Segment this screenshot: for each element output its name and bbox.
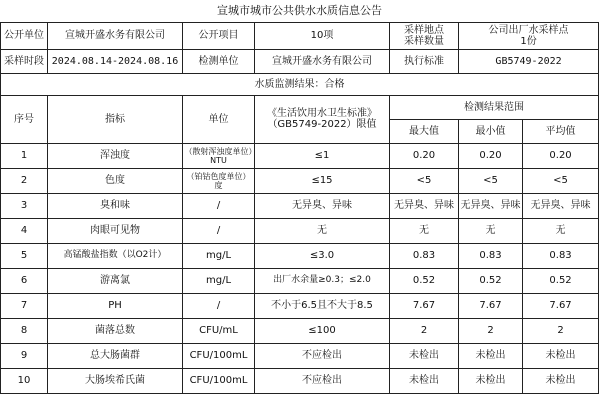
- value-publisher[interactable]: 宣城开盛水务有限公司: [48, 22, 183, 49]
- row-avg[interactable]: <5: [523, 168, 599, 193]
- row-indicator[interactable]: 色度: [48, 168, 183, 193]
- row-indicator[interactable]: 游离氯: [48, 268, 183, 293]
- value-sampling-period[interactable]: 2024.08.14-2024.08.16: [48, 49, 183, 73]
- title-row: [1, 0, 599, 22]
- row-min[interactable]: 2: [459, 318, 523, 343]
- row-max[interactable]: 0.83: [390, 243, 459, 268]
- value-project[interactable]: 10项: [255, 22, 390, 49]
- header-unit[interactable]: 单位: [183, 95, 255, 143]
- label-standard[interactable]: 执行标准: [390, 49, 459, 73]
- row-indicator[interactable]: 浑浊度: [48, 143, 183, 168]
- row-avg[interactable]: 未检出: [523, 343, 599, 368]
- row-unit[interactable]: CFU/100mL: [183, 343, 255, 368]
- row-min[interactable]: 0.20: [459, 143, 523, 168]
- row-max[interactable]: 0.20: [390, 143, 459, 168]
- table-row: [1, 218, 599, 243]
- value-standard[interactable]: GB5749-2022: [459, 49, 599, 73]
- table-row: [1, 343, 599, 368]
- row-no[interactable]: 8: [1, 318, 48, 343]
- row-unit[interactable]: CFU/100mL: [183, 368, 255, 393]
- info-row-1: [1, 22, 599, 49]
- row-unit[interactable]: mg/L: [183, 243, 255, 268]
- row-no[interactable]: 4: [1, 218, 48, 243]
- header-no[interactable]: 序号: [1, 95, 48, 143]
- row-min[interactable]: 未检出: [459, 343, 523, 368]
- row-unit[interactable]: （散射浑浊度单位）NTU: [183, 143, 255, 168]
- row-no[interactable]: 1: [1, 143, 48, 168]
- row-no[interactable]: 10: [1, 368, 48, 393]
- row-unit[interactable]: /: [183, 218, 255, 243]
- row-avg[interactable]: 0.83: [523, 243, 599, 268]
- row-indicator[interactable]: 高锰酸盐指数（以O2计）: [48, 243, 183, 268]
- row-min[interactable]: 7.67: [459, 293, 523, 318]
- row-limit[interactable]: 不小于6.5且不大于8.5: [255, 293, 390, 318]
- row-limit[interactable]: 不应检出: [255, 368, 390, 393]
- row-limit[interactable]: ≤1: [255, 143, 390, 168]
- page-title[interactable]: 宣城市城市公共供水水质信息公告: [217, 4, 383, 18]
- row-limit[interactable]: 出厂水余量≥0.3；≤2.0: [255, 268, 390, 293]
- row-no[interactable]: 2: [1, 168, 48, 193]
- table-row: [1, 368, 599, 393]
- row-no[interactable]: 7: [1, 293, 48, 318]
- info-row-2: [1, 49, 599, 73]
- row-max[interactable]: 无异臭、异味: [390, 193, 459, 218]
- row-avg[interactable]: 未检出: [523, 368, 599, 393]
- row-max[interactable]: <5: [390, 168, 459, 193]
- row-avg[interactable]: 0.52: [523, 268, 599, 293]
- row-unit[interactable]: mg/L: [183, 268, 255, 293]
- table-row: [1, 193, 599, 218]
- row-max[interactable]: 2: [390, 318, 459, 343]
- row-unit[interactable]: （铂钴色度单位）度: [183, 168, 255, 193]
- row-min[interactable]: 无异臭、异味: [459, 193, 523, 218]
- header-max[interactable]: 最大值: [390, 119, 459, 143]
- header-indicator[interactable]: 指标: [48, 95, 183, 143]
- header-avg[interactable]: 平均值: [523, 119, 599, 143]
- row-no[interactable]: 5: [1, 243, 48, 268]
- row-unit[interactable]: /: [183, 293, 255, 318]
- row-indicator[interactable]: 菌落总数: [48, 318, 183, 343]
- header-min[interactable]: 最小值: [459, 119, 523, 143]
- row-no[interactable]: 6: [1, 268, 48, 293]
- table-row: [1, 268, 599, 293]
- row-limit[interactable]: ≤15: [255, 168, 390, 193]
- row-avg[interactable]: 无: [523, 218, 599, 243]
- header-row-1: [1, 95, 599, 119]
- row-indicator[interactable]: PH: [48, 293, 183, 318]
- label-project[interactable]: 公开项目: [183, 22, 255, 49]
- row-max[interactable]: 无: [390, 218, 459, 243]
- result-row: [1, 73, 599, 95]
- header-standard[interactable]: 《生活饮用水卫生标准》 （GB5749-2022）限值: [255, 95, 390, 143]
- row-unit[interactable]: CFU/mL: [183, 318, 255, 343]
- row-avg[interactable]: 无异臭、异味: [523, 193, 599, 218]
- row-no[interactable]: 3: [1, 193, 48, 218]
- row-max[interactable]: 未检出: [390, 343, 459, 368]
- label-testing-unit[interactable]: 检测单位: [183, 49, 255, 73]
- row-limit[interactable]: 不应检出: [255, 343, 390, 368]
- row-avg[interactable]: 7.67: [523, 293, 599, 318]
- table-row: [1, 168, 599, 193]
- table-row: [1, 143, 599, 168]
- value-testing-unit[interactable]: 宣城开盛水务有限公司: [255, 49, 390, 73]
- row-unit[interactable]: /: [183, 193, 255, 218]
- row-indicator[interactable]: 臭和味: [48, 193, 183, 218]
- row-no[interactable]: 9: [1, 343, 48, 368]
- row-min[interactable]: <5: [459, 168, 523, 193]
- value-sampling-site[interactable]: 公司出厂水采样点 1份: [459, 22, 599, 49]
- row-avg[interactable]: 0.20: [523, 143, 599, 168]
- row-limit[interactable]: 无异臭、异味: [255, 193, 390, 218]
- label-sampling-period[interactable]: 采样时段: [1, 49, 48, 73]
- row-indicator[interactable]: 大肠埃希氏菌: [48, 368, 183, 393]
- table-row: [1, 318, 599, 343]
- row-min[interactable]: 无: [459, 218, 523, 243]
- row-min[interactable]: 0.83: [459, 243, 523, 268]
- label-publisher[interactable]: 公开单位: [1, 22, 48, 49]
- monitoring-result[interactable]: 水质监测结果：合格: [1, 73, 599, 95]
- table-row: [1, 293, 599, 318]
- row-max[interactable]: 未检出: [390, 368, 459, 393]
- row-indicator[interactable]: 总大肠菌群: [48, 343, 183, 368]
- table-row: [1, 243, 599, 268]
- row-limit[interactable]: ≤100: [255, 318, 390, 343]
- row-limit[interactable]: ≤3.0: [255, 243, 390, 268]
- row-min[interactable]: 未检出: [459, 368, 523, 393]
- header-range[interactable]: 检测结果范围: [390, 95, 599, 119]
- row-max[interactable]: 7.67: [390, 293, 459, 318]
- row-max[interactable]: 0.52: [390, 268, 459, 293]
- row-avg[interactable]: 2: [523, 318, 599, 343]
- row-limit[interactable]: 无: [255, 218, 390, 243]
- row-min[interactable]: 0.52: [459, 268, 523, 293]
- row-indicator[interactable]: 肉眼可见物: [48, 218, 183, 243]
- label-sampling-site[interactable]: 采样地点 采样数量: [390, 22, 459, 49]
